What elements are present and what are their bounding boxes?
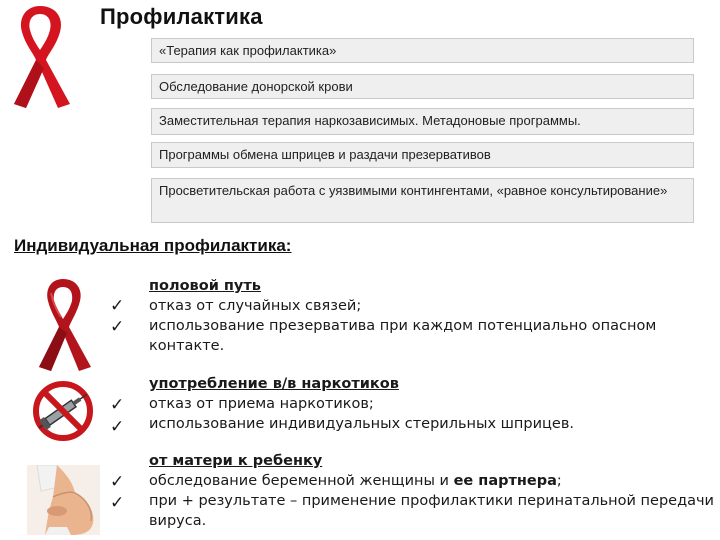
list-item (149, 471, 714, 491)
check-icon: ✓ (110, 417, 125, 437)
mother-to-child-heading: от матери к ребенку (149, 453, 323, 469)
measure-box-donor-blood: Обследование донорской крови (151, 74, 694, 99)
list-item: использование индивидуальных стерильных шприцев. (149, 416, 574, 432)
check-icon: ✓ (110, 493, 125, 513)
check-icon: ✓ (110, 296, 125, 316)
mother-to-child-block (149, 451, 714, 531)
check-icon: ✓ (110, 395, 125, 415)
drug-use-heading: употребление в/в наркотиков (149, 376, 399, 392)
red-ribbon-icon (27, 273, 100, 373)
list-item: использование презерватива при каждом потенциально опасном контакте. (149, 318, 657, 354)
check-icon: ✓ (110, 317, 125, 337)
individual-prevention-heading: Индивидуальная профилактика: (14, 236, 292, 255)
list-item: при + результате – применение профилактики перинатальной передачи вируса. (149, 493, 714, 529)
no-syringe-icon (30, 375, 96, 445)
list-item: отказ от приема наркотиков; (149, 396, 374, 412)
check-icon: ✓ (110, 472, 125, 492)
sexual-transmission-block (149, 276, 714, 356)
list-item: отказ от случайных связей; (149, 298, 362, 314)
measure-box-substitution-therapy: Заместительная терапия наркозависимых. Метадоновые программы. (151, 108, 694, 135)
measure-box-education: Просветительская работа с уязвимыми контингентами, «равное консультирование» (151, 178, 694, 223)
drug-use-block (149, 374, 714, 434)
list-item-text: обследование беременной женщины и (149, 473, 454, 489)
pregnant-woman-icon (27, 465, 100, 535)
list-item-text: ; (556, 473, 562, 489)
sexual-transmission-heading: половой путь (149, 278, 261, 294)
measure-box-therapy: «Терапия как профилактика» (151, 38, 694, 63)
partner-emphasis: ее партнера (453, 473, 557, 489)
measure-box-needle-exchange: Программы обмена шприцев и раздачи презервативов (151, 142, 694, 168)
red-ribbon-icon (0, 0, 80, 112)
page-title: Профилактика (100, 4, 263, 29)
